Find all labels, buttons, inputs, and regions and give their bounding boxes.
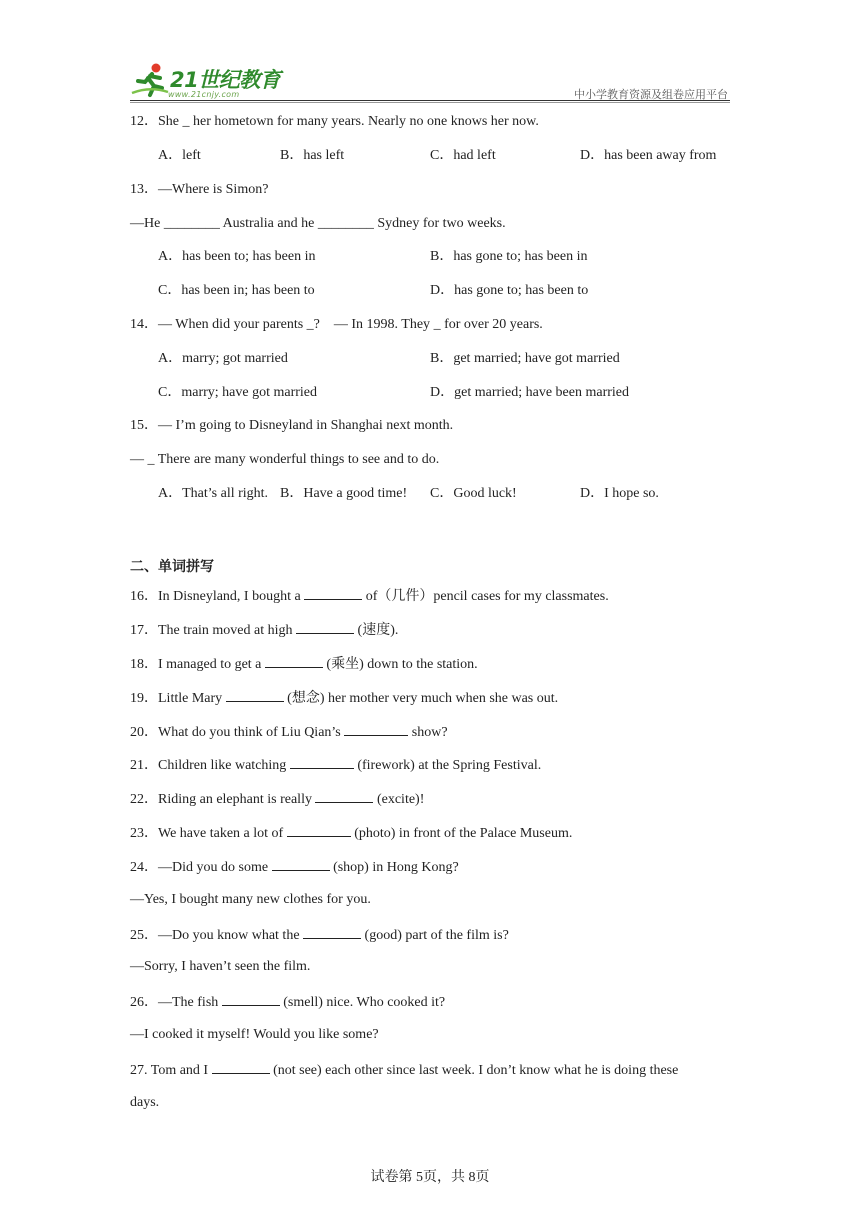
header-rule-thin — [130, 102, 730, 103]
answer-blank: _? — [306, 317, 320, 332]
runner-icon — [130, 62, 170, 98]
platform-name: 中小学教育资源及组卷应用平台 — [574, 88, 728, 101]
question-text: 21．Children like watching — [130, 758, 287, 773]
question-text: Sydney for two weeks. — [377, 216, 506, 231]
page-number: 试卷第 5页，共 8页 — [370, 1170, 490, 1185]
option-a: A．has been to; has been in — [158, 249, 316, 264]
answer-blank[interactable] — [290, 755, 354, 769]
question-13-line2 — [130, 215, 506, 233]
option-b: B．has gone to; has been in — [430, 249, 588, 264]
question-text: — In 1998. They — [333, 317, 431, 332]
question-text: 25．—Do you know what the — [130, 928, 300, 943]
question-text: —He — [130, 216, 161, 231]
section-title: 二、单词拼写 — [130, 559, 214, 575]
question-text: 23．We have taken a lot of — [130, 826, 284, 841]
question-text: 26．—The fish — [130, 995, 219, 1010]
option-b: B．get married; have got married — [430, 351, 620, 366]
answer-blank[interactable] — [287, 823, 351, 837]
question-text: (想念) her mother very much when she was out. — [287, 691, 559, 706]
question-text: (smell) nice. Who cooked it? — [283, 995, 446, 1010]
question-15-line2 — [130, 451, 439, 469]
answer-blank[interactable] — [272, 857, 330, 871]
logo — [130, 62, 290, 102]
option-c: C．has been in; has been to — [158, 283, 315, 298]
option-c: C．marry; have got married — [158, 385, 318, 400]
question-13: 13．—Where is Simon? — [130, 182, 269, 197]
question-text: (乘坐) down to the station. — [326, 657, 478, 672]
question-17 — [130, 620, 398, 640]
option-c: C．Good luck! — [430, 486, 517, 501]
question-19 — [130, 688, 558, 708]
question-text: 19．Little Mary — [130, 691, 223, 706]
answer-blank[interactable] — [315, 789, 373, 803]
page-header — [130, 62, 730, 102]
option-d: D．has been away from — [580, 148, 717, 163]
question-text: 17．The train moved at high — [130, 623, 293, 638]
answer-blank[interactable] — [265, 654, 323, 668]
header-rule — [130, 100, 730, 101]
option-d: D．get married; have been married — [430, 385, 630, 400]
question-16 — [130, 586, 609, 606]
answer-blank: _ — [433, 317, 441, 332]
question-27 — [130, 1060, 678, 1080]
question-text: 24．—Did you do some — [130, 860, 269, 875]
question-text: (excite)! — [376, 792, 425, 807]
question-22 — [130, 789, 424, 809]
answer-blank[interactable] — [212, 1060, 270, 1074]
question-text: (firework) at the Spring Festival. — [357, 758, 542, 773]
question-text: There are many wonderful things to see and to do. — [157, 452, 440, 467]
question-20 — [130, 722, 448, 742]
option-b: B．has left — [280, 148, 345, 163]
question-text: Australia and he — [222, 216, 315, 231]
answer-blank: _ — [182, 114, 190, 129]
question-25-reply: —Sorry, I haven’t seen the film. — [130, 959, 311, 974]
option-a: A．left — [158, 148, 201, 163]
option-d: D．I hope so. — [580, 486, 659, 501]
answer-blank[interactable] — [222, 992, 280, 1006]
question-14 — [130, 316, 543, 334]
option-a: A．marry; got married — [158, 351, 288, 366]
question-text: (photo) in front of the Palace Museum. — [354, 826, 573, 841]
question-23 — [130, 823, 572, 843]
question-26-reply: —I cooked it myself! Would you like some? — [130, 1027, 379, 1042]
site-url: www.21cnjy.com — [168, 90, 240, 99]
answer-blank[interactable] — [296, 620, 354, 634]
question-text: — — [130, 452, 144, 467]
question-15: 15．— I’m going to Disneyland in Shanghai next month. — [130, 418, 454, 433]
question-text: (good) part of the film is? — [364, 928, 509, 943]
question-text: (速度). — [357, 623, 399, 638]
answer-blank: _ — [147, 452, 155, 467]
answer-blank[interactable] — [344, 722, 408, 736]
question-12 — [130, 113, 539, 131]
answer-blank[interactable] — [226, 688, 284, 702]
question-26 — [130, 992, 445, 1012]
question-text: for over 20 years. — [444, 317, 543, 332]
answer-blank: ________ — [163, 216, 220, 231]
brand-name: 21世纪教育 — [170, 68, 281, 92]
question-text: (shop) in Hong Kong? — [333, 860, 459, 875]
question-27-continuation: days. — [130, 1095, 160, 1110]
question-text: 27. Tom and I — [130, 1063, 209, 1078]
question-text: 14．— When did your parents — [130, 317, 304, 332]
answer-blank[interactable] — [304, 586, 362, 600]
question-text: her hometown for many years. Nearly no one knows her now. — [193, 114, 539, 129]
option-b: B．Have a good time! — [280, 486, 408, 501]
question-text: show? — [411, 725, 448, 740]
question-text: 12．She — [130, 114, 179, 129]
question-text: 22．Riding an elephant is really — [130, 792, 312, 807]
question-25 — [130, 925, 509, 945]
question-18 — [130, 654, 478, 674]
question-text: 18．I managed to get a — [130, 657, 262, 672]
question-24 — [130, 857, 459, 877]
question-text: (not see) each other since last week. I don’t know what he is doing these — [273, 1063, 679, 1078]
question-24-reply: —Yes, I bought many new clothes for you. — [130, 892, 371, 907]
question-text: 20．What do you think of Liu Qian’s — [130, 725, 341, 740]
option-c: C．had left — [430, 148, 496, 163]
question-text: of（几件）pencil cases for my classmates. — [365, 589, 609, 604]
answer-blank[interactable] — [303, 925, 361, 939]
question-21 — [130, 755, 541, 775]
question-text: 16．In Disneyland, I bought a — [130, 589, 301, 604]
option-d: D．has gone to; has been to — [430, 283, 589, 298]
answer-blank: ________ — [317, 216, 374, 231]
option-a: A．That’s all right. — [158, 486, 269, 501]
